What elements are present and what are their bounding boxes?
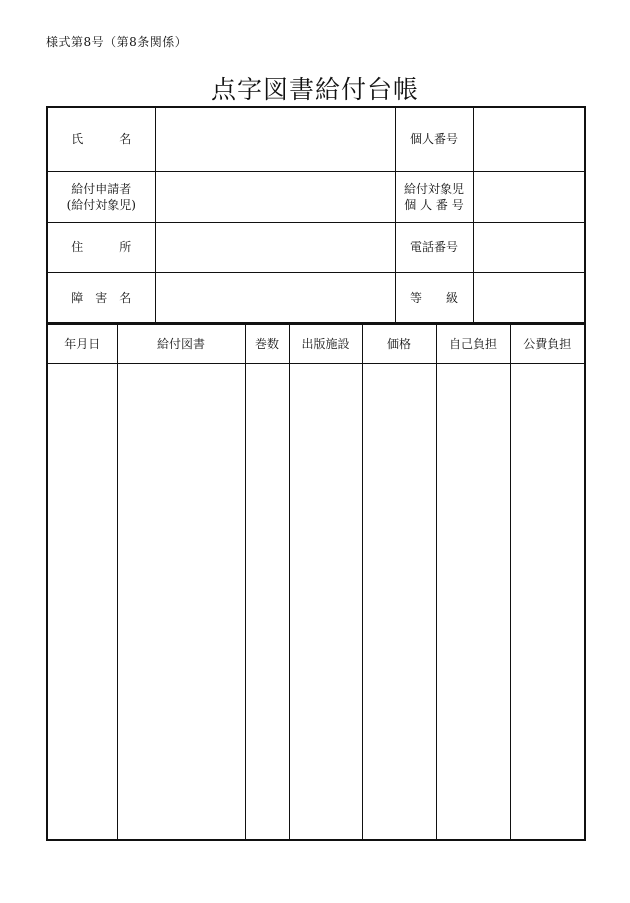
phone-field[interactable] — [473, 223, 585, 273]
self-pay-cell[interactable] — [436, 364, 510, 841]
applicant-field[interactable] — [155, 172, 395, 223]
applicant-label-line1: 給付申請者 — [71, 181, 132, 196]
disability-label: 障 害 名 — [47, 273, 155, 325]
disability-field[interactable] — [155, 273, 395, 325]
address-label: 住 所 — [47, 223, 155, 273]
child-number-label-line2: 個 人 番 号 — [404, 198, 464, 212]
disability-row — [47, 273, 585, 325]
applicant-info-table — [46, 106, 586, 325]
public-pay-cell[interactable] — [510, 364, 585, 841]
volumes-cell[interactable] — [245, 364, 289, 841]
name-row — [47, 107, 585, 172]
address-field[interactable] — [155, 223, 395, 273]
address-row — [47, 223, 585, 273]
applicant-row — [47, 172, 585, 223]
benefit-ledger-table — [46, 322, 586, 841]
column-header-public-pay: 公費負担 — [510, 323, 585, 364]
applicant-label — [47, 172, 155, 223]
child-number-label-line1: 給付対象児 — [403, 181, 464, 196]
name-label: 氏 名 — [47, 107, 155, 172]
column-header-book: 給付図書 — [117, 323, 245, 364]
column-header-date: 年月日 — [47, 323, 117, 364]
column-header-price: 価格 — [362, 323, 436, 364]
applicant-label-line2: (給付対象児) — [66, 198, 136, 212]
column-header-self-pay: 自己負担 — [436, 323, 510, 364]
price-cell[interactable] — [362, 364, 436, 841]
personal-number-label: 個人番号 — [395, 107, 473, 172]
publisher-cell[interactable] — [289, 364, 362, 841]
ledger-body-row — [47, 364, 585, 841]
column-header-volumes: 巻数 — [245, 323, 289, 364]
page-title: 点字図書給付台帳 — [210, 75, 419, 104]
date-cell[interactable] — [47, 364, 117, 841]
grade-field[interactable] — [473, 273, 585, 325]
name-field[interactable] — [155, 107, 395, 172]
personal-number-field[interactable] — [473, 107, 585, 172]
child-number-label — [395, 172, 473, 223]
form-number: 様式第8号（第8条関係） — [46, 35, 188, 49]
grade-label: 等 級 — [395, 273, 473, 325]
ledger-header-row — [47, 323, 585, 364]
column-header-publisher: 出版施設 — [289, 323, 362, 364]
phone-label: 電話番号 — [395, 223, 473, 273]
book-cell[interactable] — [117, 364, 245, 841]
child-number-field[interactable] — [473, 172, 585, 223]
